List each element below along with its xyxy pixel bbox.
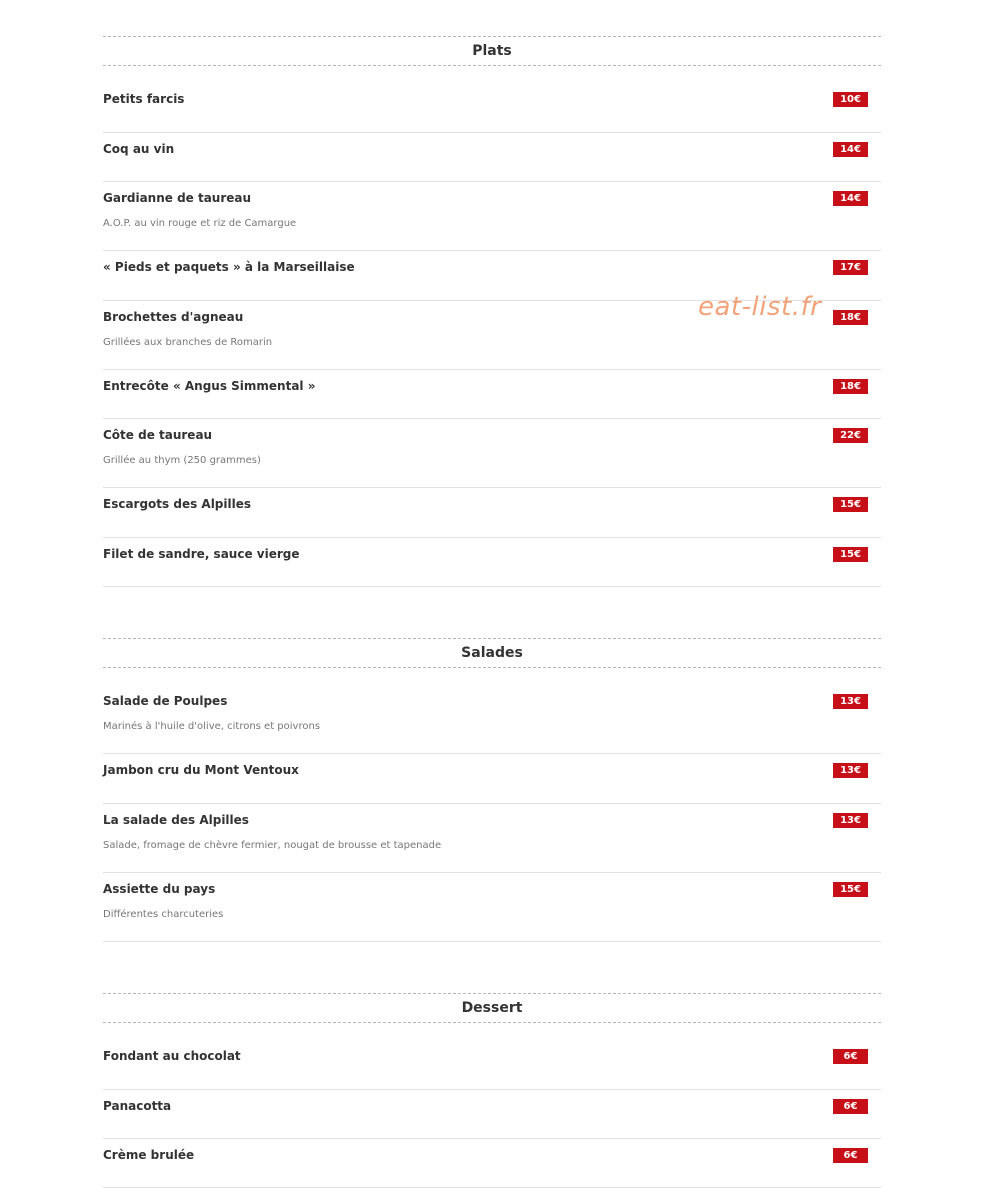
price-badge: 6€: [833, 1099, 868, 1114]
item-name: Escargots des Alpilles: [103, 497, 252, 511]
item-name: Filet de sandre, sauce vierge: [103, 547, 300, 561]
price-badge: 6€: [833, 1148, 868, 1163]
price-badge: 15€: [833, 497, 868, 512]
section-title: Salades: [461, 645, 523, 661]
item-name: La salade des Alpilles: [103, 813, 249, 827]
section-header: [103, 993, 881, 1023]
price-badge: 15€: [833, 882, 868, 897]
price-badge: 22€: [833, 428, 868, 443]
price-badge: 18€: [833, 310, 868, 325]
item-description: A.O.P. au vin rouge et riz de Camargue: [103, 218, 297, 229]
price-badge: 10€: [833, 92, 868, 107]
menu-item: [103, 1040, 881, 1090]
item-description: Différentes charcuteries: [103, 909, 224, 920]
section-title: Dessert: [461, 1000, 523, 1016]
price-badge: 6€: [833, 1049, 868, 1064]
price-badge: 15€: [833, 547, 868, 562]
section-dessert: [103, 993, 881, 1188]
item-name: Jambon cru du Mont Ventoux: [103, 763, 299, 777]
item-name: Crème brulée: [103, 1148, 195, 1162]
menu-item: [103, 1090, 881, 1139]
section-header: [103, 638, 881, 668]
item-name: Côte de taureau: [103, 428, 213, 442]
menu-item: [103, 1139, 881, 1188]
menu-item: [103, 133, 881, 182]
price-badge: 13€: [833, 813, 868, 828]
price-badge: 14€: [833, 191, 868, 206]
menu-item: [103, 804, 881, 873]
menu-item: [103, 182, 881, 251]
item-description: Salade, fromage de chèvre fermier, nougat de brousse et tapenade: [103, 840, 442, 851]
item-list: [103, 1040, 881, 1188]
menu-item: [103, 873, 881, 942]
section-title: Plats: [472, 43, 512, 59]
item-description: Grillées aux branches de Romarin: [103, 337, 273, 348]
menu-item: [103, 419, 881, 488]
price-badge: 13€: [833, 694, 868, 709]
item-description: Grillée au thym (250 grammes): [103, 455, 261, 466]
price-badge: 14€: [833, 142, 868, 157]
item-name: Gardianne de taureau: [103, 191, 252, 205]
item-name: Salade de Poulpes: [103, 694, 228, 708]
item-name: Panacotta: [103, 1099, 172, 1113]
menu-item: [103, 538, 881, 587]
menu-item: [103, 488, 881, 538]
item-name: Fondant au chocolat: [103, 1049, 241, 1063]
section-header: [103, 36, 881, 66]
section-salades: [103, 638, 881, 942]
item-description: Marinés à l'huile d'olive, citrons et poivrons: [103, 721, 321, 732]
menu-item: [103, 370, 881, 419]
item-name: Entrecôte « Angus Simmental »: [103, 379, 316, 393]
watermark: eat-list.fr: [698, 292, 822, 322]
price-badge: 13€: [833, 763, 868, 778]
price-badge: 17€: [833, 260, 868, 275]
item-name: Brochettes d'agneau: [103, 310, 244, 324]
price-badge: 18€: [833, 379, 868, 394]
item-list: [103, 83, 881, 587]
item-name: Assiette du pays: [103, 882, 216, 896]
menu-item: [103, 754, 881, 804]
menu-item: [103, 685, 881, 754]
menu: [103, 36, 881, 1188]
item-name: Petits farcis: [103, 92, 185, 106]
item-list: [103, 685, 881, 942]
menu-item: [103, 83, 881, 133]
item-name: Coq au vin: [103, 142, 175, 156]
item-name: « Pieds et paquets » à la Marseillaise: [103, 260, 355, 274]
